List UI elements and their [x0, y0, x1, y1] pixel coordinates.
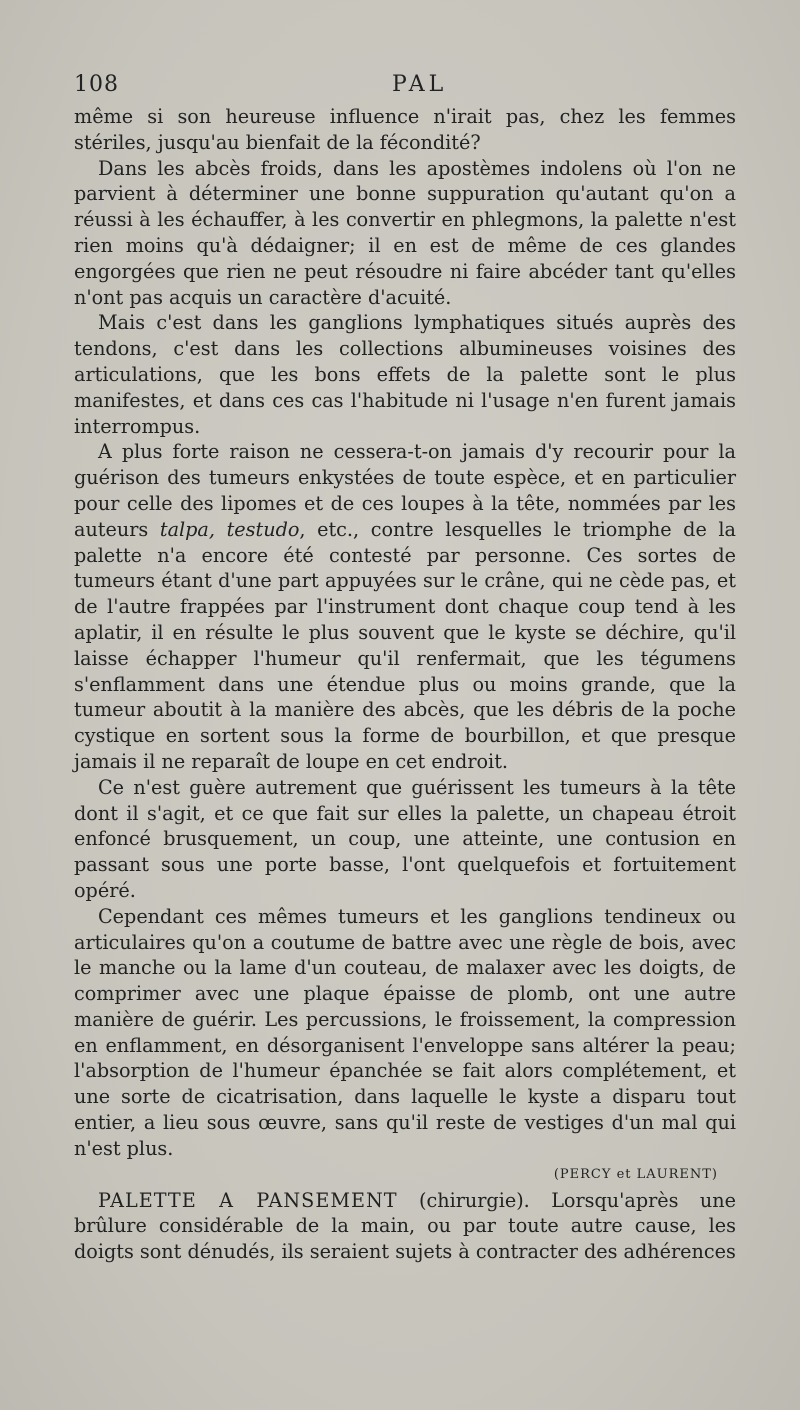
- latin-terms: talpa, testudo: [159, 517, 300, 541]
- paragraph-guerison: Ce n'est guère autrement que guérissent les tumeurs à la tête dont il s'agit, et ce que fait sur elles la palette, un chapeau étroit enfoncé brusquement, un coup, une atteinte, une contusion en passant sous une porte basse, l'ont quelquefois et fortuitement opéré.: [74, 775, 736, 902]
- entry-body: (chirurgie). Lorsqu'après une brûlure considérable de la main, ou par toute autre cause, les doigts sont dénudés, ils seraient sujets à contracter des adhérences: [74, 1188, 736, 1264]
- paragraph-continued: même si son heureuse influence n'irait pas, chez les femmes stériles, jusqu'au bienfait de la fécondité?: [74, 105, 736, 154]
- running-head: PAL: [392, 72, 448, 97]
- paragraph-palette-a-pansement: [74, 1188, 736, 1265]
- tumeurs-text-a: A plus forte raison ne cessera-t-on jamais d'y recourir pour la guérison des tumeurs enkystées de toute espèce, et en particulier pour celle des lipomes et de ces loupes à la tête, nommées par les auteurs: [74, 440, 736, 541]
- page-number: 108: [74, 72, 119, 97]
- paragraph-abces-froids: Dans les abcès froids, dans les apostèmes indolens où l'on ne parvient à déterminer une bonne suppuration qu'autant qu'on a réussi à les échauffer, à les convertir en phlegmons, la palette n'est rien moins qu'à dédaigner; il en est de même de ces glandes engorgées que rien ne peut résoudre ni faire abcéder tant qu'elles n'ont pas acquis un caractère d'acuité.: [74, 156, 736, 309]
- page-header: [74, 72, 734, 102]
- entry-heading: PALETTE A PANSEMENT: [98, 1188, 398, 1212]
- paragraph-ganglions: Mais c'est dans les ganglions lymphatiques situés auprès des tendons, c'est dans les collections albumineuses voisines des articulations, que les bons effets de la palette sont le plus manifestes, et dans ces cas l'habitude ni l'usage n'en furent jamais interrompus.: [74, 311, 736, 438]
- body-text: [74, 104, 736, 1265]
- tumeurs-text-b: , etc., contre lesquelles le triomphe de la palette n'a encore été contesté par personne. Ces sortes de tumeurs étant d'une part appuyées sur le crâne, qui ne cède pas, et de l'autre frappées par l'instrument dont chaque coup tend à les aplatir, il en résulte le plus souvent que le kyste se déchire, qu'il laisse échapper l'humeur qu'il renfermait, que les tégumens s'enflamment dans une étendue plus ou moins grande, que la tumeur aboutit à la manière des abcès, que les débris de la poche cystique en sortent sous la forme de bourbillon, et que presque jamais il ne reparaît de loupe en cet endroit.: [74, 517, 736, 773]
- paragraph-tumeurs-enkystees: [74, 439, 736, 774]
- author-signature: (PERCY et LAURENT): [553, 1166, 718, 1182]
- paragraph-cependant: Cependant ces mêmes tumeurs et les ganglions tendineux ou articulaires qu'on a coutume de battre avec une règle de bois, avec le manche ou la lame d'un couteau, de malaxer avec les doigts, de comprimer avec une plaque épaisse de plomb, ont une autre manière de guérir. Les percussions, le froissement, la compression en enflamment, en désorganisent l'enveloppe sans altérer la peau; l'absorption de l'humeur épanchée se fait alors complétement, et une sorte de cicatrisation, dans laquelle le kyste a disparu tout entier, a lieu sous œuvre, sans qu'il reste de vestiges d'un mal qui n'est plus.: [74, 904, 736, 1160]
